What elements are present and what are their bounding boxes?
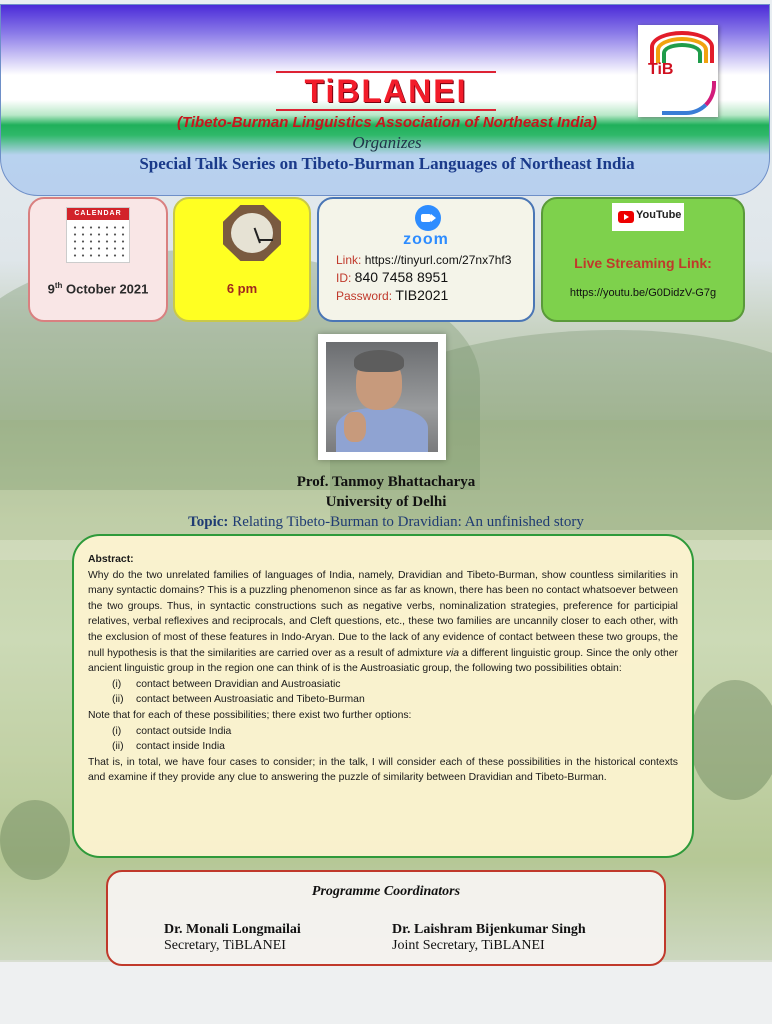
youtube-link[interactable]: https://youtu.be/G0DidzV-G7g <box>569 287 717 299</box>
zoom-password-line: Password: TIB2021 <box>336 287 449 303</box>
zoom-camera-icon <box>415 205 441 231</box>
calendar-grid <box>71 224 125 258</box>
coordinators-box <box>106 870 666 966</box>
event-date: 9th October 2021 <box>47 281 149 297</box>
option-item: (i) contact between Dravidian and Austroasiatic <box>112 678 341 690</box>
zoom-password: TIB2021 <box>395 287 449 303</box>
option-item: (i) contact outside India <box>112 725 232 737</box>
coordinator-role: Secretary, TiBLANEI <box>164 938 286 953</box>
event-time: 6 pm <box>226 281 258 296</box>
clock-icon <box>223 205 281 261</box>
series-title: Special Talk Series on Tibeto-Burman Languages of Northeast India <box>139 154 635 173</box>
date-card <box>28 197 168 322</box>
speaker-affiliation: University of Delhi <box>325 494 447 510</box>
rainbow-arc-icon <box>662 43 702 63</box>
tree-shape <box>690 680 772 800</box>
option-item: (ii) contact between Austroasiatic and Tibeto-Burman <box>112 694 365 706</box>
coordinator-name: Dr. Laishram Bijenkumar Singh <box>392 922 586 937</box>
youtube-wordmark: YouTube <box>636 209 682 221</box>
coordinator-2 <box>392 922 586 954</box>
calendar-label: CALENDAR <box>67 208 129 220</box>
coordinator-name: Dr. Monali Longmailai <box>164 922 301 937</box>
option-item: (ii) contact inside India <box>112 741 225 753</box>
abstract-box <box>72 534 694 858</box>
zoom-card <box>317 197 535 322</box>
youtube-play-icon <box>618 211 634 223</box>
tib-badge-text: TiB <box>648 61 674 78</box>
abstract-paragraph: Note that for each of these possibilities; there exist two further options: <box>88 709 412 721</box>
swoosh-icon <box>662 81 716 115</box>
tib-logo-badge <box>638 25 718 117</box>
tree-shape <box>0 800 70 880</box>
speaker-photo <box>318 334 446 460</box>
zoom-id-line: ID: 840 7458 8951 <box>336 269 449 285</box>
organizes-text: Organizes <box>352 133 422 152</box>
coordinator-role: Joint Secretary, TiBLANEI <box>392 938 545 953</box>
speaker-name: Prof. Tanmoy Bhattacharya <box>296 474 476 490</box>
youtube-card <box>541 197 745 322</box>
talk-topic: Topic: Relating Tibeto-Burman to Dravidian: An unfinished story <box>188 514 584 530</box>
zoom-id: 840 7458 8951 <box>354 269 449 285</box>
live-streaming-label: Live Streaming Link: <box>574 255 712 271</box>
coordinator-1 <box>164 922 301 954</box>
youtube-logo <box>612 203 684 231</box>
abstract-paragraph: Why do the two unrelated families of languages of India, namely, Dravidian and Tibeto-Burman, show countless similarities in many syntactic domains? This is a puzzling phenomenon since as far as known, there has been no contact whatsoever between the two groups. Thus, in syntactic constructions such as negative verbs, nominalization strategies, preference for participial relatives, verbal reflexives and reciprocals, and Cleft questions, etc., these two families are uncannily closer to each other, with the exclusion of most of these features in Indo-Aryan. Due to the lack of any evidence of contact between these two groups, the null hypothesis is that the similarities are carried over as a result of admixture via a different linguistic group. Since the only other ancient linguistic group in the region one can think of is the Austroasiatic group, the following two possibilities obtain: <box>88 569 678 675</box>
bottom-strip <box>0 962 772 1024</box>
calendar-icon <box>66 207 130 263</box>
time-card <box>173 197 311 322</box>
abstract-paragraph: That is, in total, we have four cases to consider; in the talk, I will consider each of these possibilities in the historical contexts and examine if they provide any clue to answering the puzzle of similarity between Dravidian and Tibeto-Burman. <box>88 756 678 784</box>
coordinators-title: Programme Coordinators <box>311 884 461 899</box>
zoom-wordmark: zoom <box>403 231 449 248</box>
logo-rule <box>276 109 496 111</box>
tiblanei-logo: TiBLANEI <box>304 73 468 109</box>
zoom-link-line: Link: https://tinyurl.com/27nx7hf3 <box>336 253 512 267</box>
abstract-heading: Abstract: <box>88 554 134 565</box>
header-banner <box>0 4 770 196</box>
association-name: (Tibeto-Burman Linguistics Association of Northeast India) <box>176 114 598 131</box>
zoom-link[interactable]: https://tinyurl.com/27nx7hf3 <box>364 253 512 267</box>
